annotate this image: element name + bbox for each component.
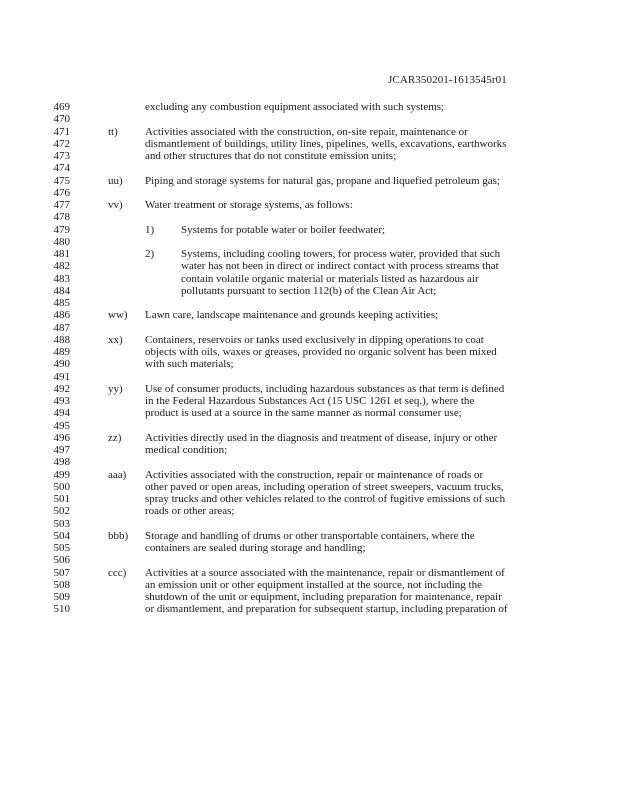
item-label: yy): [108, 382, 123, 395]
line-text: objects with oils, waxes or greases, provided no organic solvent has been mixed: [145, 346, 497, 358]
item-label: ccc): [108, 566, 127, 579]
line-number: 474: [53, 162, 70, 175]
line-text: Use of consumer products, including hazardous substances as that term is defined: [145, 382, 505, 395]
line-text: excluding any combustion equipment associated with such systems;: [145, 101, 445, 113]
line-number: 502: [53, 505, 70, 518]
line-text: containers are sealed during storage and handling;: [145, 542, 366, 554]
line-number: 470: [53, 113, 70, 126]
line-number: 471: [53, 125, 70, 138]
document-id: JCAR350201-1613545r01: [388, 74, 507, 86]
line-number: 495: [53, 419, 70, 432]
line-number: 477: [53, 199, 70, 211]
line-text: or dismantlement, and preparation for subsequent startup, including preparation of: [145, 603, 508, 616]
line-text: other paved or open areas, including operation of street sweepers, vacuum trucks,: [145, 480, 504, 493]
line-text: medical condition;: [145, 444, 228, 456]
line-number: 508: [53, 578, 70, 591]
line-number: 488: [53, 333, 70, 346]
line-text: contain volatile organic material or materials listed as hazardous air: [181, 272, 479, 285]
subitem-label: 2): [145, 248, 155, 260]
item-label: tt): [108, 125, 118, 138]
line-number: 492: [53, 382, 70, 395]
line-number: 479: [53, 223, 70, 236]
line-text: in the Federal Hazardous Substances Act (15 USC 1261 et seq.), where the: [145, 395, 475, 407]
line-text: water has not been in direct or indirect contact with process streams that: [181, 260, 499, 273]
line-number: 509: [53, 591, 70, 603]
line-text: Water treatment or storage systems, as follows:: [145, 199, 353, 211]
line-number: 475: [53, 174, 70, 187]
line-text: and other structures that do not constitute emission units;: [145, 150, 397, 162]
line-text: Systems for potable water or boiler feedwater;: [181, 223, 386, 236]
line-text: Piping and storage systems for natural gas, propane and liquefied petroleum gas;: [145, 174, 500, 187]
line-number: 507: [53, 566, 70, 579]
item-label: vv): [108, 199, 123, 211]
line-number: 480: [53, 235, 70, 248]
line-number: 490: [53, 358, 70, 371]
line-text: product is used at a source in the same manner as normal consumer use;: [145, 407, 462, 420]
line-number: 476: [53, 186, 70, 199]
line-text: spray trucks and other vehicles related to the control of fugitive emissions of such: [145, 493, 506, 505]
line-text: dismantlement of buildings, utility lines, pipelines, wells, excavations, earthworks: [145, 137, 507, 150]
line-number: 506: [53, 554, 70, 567]
line-number: 478: [53, 211, 70, 224]
item-label: uu): [108, 174, 123, 187]
line-number: 510: [53, 603, 70, 616]
line-number: 486: [53, 309, 70, 322]
line-number: 484: [53, 284, 70, 297]
line-text: Lawn care, landscape maintenance and grounds keeping activities;: [145, 309, 439, 322]
item-label: bbb): [108, 529, 129, 542]
line-text: Activities directly used in the diagnosis and treatment of disease, injury or other: [145, 431, 498, 444]
line-text: Containers, reservoirs or tanks used exclusively in dipping operations to coat: [145, 333, 484, 346]
line-number: 469: [53, 101, 70, 113]
line-number: 501: [53, 493, 70, 505]
line-number: 504: [53, 529, 70, 542]
line-number: 498: [53, 456, 70, 469]
item-label: xx): [108, 333, 123, 346]
line-number: 500: [53, 480, 70, 493]
line-text: an emission unit or other equipment installed at the source, not including the: [145, 578, 482, 591]
line-number: 494: [53, 407, 70, 420]
line-number: 489: [53, 346, 70, 358]
line-number: 481: [53, 248, 70, 260]
line-number: 503: [53, 517, 70, 530]
line-number: 487: [53, 321, 70, 334]
line-text: pollutants pursuant to section 112(b) of the Clean Air Act;: [181, 284, 437, 297]
item-label: aaa): [108, 468, 127, 481]
line-text: Activities at a source associated with the maintenance, repair or dismantlement of: [145, 566, 505, 579]
subitem-label: 1): [145, 223, 155, 236]
line-number: 499: [53, 468, 70, 481]
line-number: 483: [53, 272, 70, 285]
line-text: Activities associated with the construction, on-site repair, maintenance or: [145, 125, 468, 138]
line-text: shutdown of the unit or equipment, including preparation for maintenance, repair: [145, 591, 502, 603]
line-number: 473: [53, 150, 70, 162]
line-number: 493: [53, 395, 70, 407]
item-label: zz): [108, 431, 122, 444]
line-number: 497: [53, 444, 70, 456]
line-number: 485: [53, 297, 70, 309]
line-text: Activities associated with the construction, repair or maintenance of roads or: [145, 468, 484, 481]
line-text: Systems, including cooling towers, for process water, provided that such: [181, 248, 501, 260]
line-number: 491: [53, 370, 70, 383]
line-number: 472: [53, 137, 70, 150]
line-number: 505: [53, 542, 70, 554]
line-text: with such materials;: [145, 358, 234, 371]
item-label: ww): [108, 309, 128, 322]
line-text: Storage and handling of drums or other transportable containers, where the: [145, 529, 475, 542]
line-number: 496: [53, 431, 70, 444]
line-number: 482: [53, 260, 70, 273]
line-text: roads or other areas;: [145, 505, 235, 518]
